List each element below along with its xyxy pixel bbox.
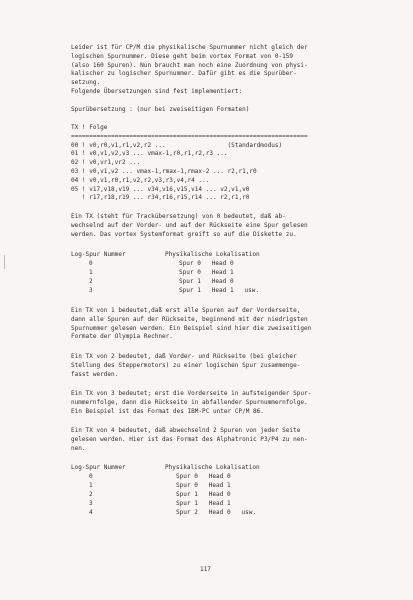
location-row-log: 0 xyxy=(89,260,93,267)
table-row: 02 ! v0,vr1,vr2 ... xyxy=(71,159,141,167)
location-row-log: 3 xyxy=(89,500,93,507)
table-rule: ================================================================= xyxy=(71,132,308,140)
location-table-header-log: Log-Spur Nummer xyxy=(71,251,126,258)
paragraph-tx1: Ein TX von 1 bedeutet,daß erst alle Spuren auf der Vorderseite, dann alle Spuren auf der Rückseite, beginnend mit der niedrigsten Spurnummer gelesen werden. Ein Beispiel sind hier die zweiseitigen Formate der Olympia Rechner. xyxy=(71,307,312,341)
location-row-phys: Spur 0 Head 1 xyxy=(179,269,234,276)
location-row-phys: Spur 1 Head 0 xyxy=(179,278,234,285)
table-row: 03 ! v0,v1,v2 ... vmax-1,rmax-1,rmax-2 ... r2,r1,r0 xyxy=(71,167,257,175)
location-row-phys: Spur 1 Head 1 usw. xyxy=(179,287,260,294)
location-row-log: 4 xyxy=(89,509,93,516)
fold-mark xyxy=(4,255,5,269)
location-row-log: 1 xyxy=(89,269,93,276)
table-row: 04 ! v0,v1,r0,r1,v2,r2,v3,r3,v4,r4 ... xyxy=(71,176,210,184)
location-table-header-phys: Physikalische Lokalisation xyxy=(165,464,260,471)
location-row-log: 0 xyxy=(89,473,93,480)
intro-paragraph: Leider ist für CP/M die physikalische Spurnummer nicht gleich der logischen Spurnummer. Diese geht beim vortex Format von 0-159 (also 160 Spuren). Nun braucht man noch eine Zuordnung von physi- kalischer zu logischer Spurnummer. Dafür gibt es die Spurüber- setzung. Folgende Übersetzungen sind fest implementiert: xyxy=(71,44,308,95)
location-row-phys: Spur 0 Head 1 xyxy=(176,482,231,489)
location-row-phys: Spur 0 Head 0 xyxy=(179,260,234,267)
page-number: 117 xyxy=(200,566,211,573)
table-row: 01 ! v0,v1,v2,v3 ... vmax-1,r0,r1,r2,r3 ... xyxy=(71,150,228,158)
location-row-log: 3 xyxy=(89,287,93,294)
table-row: 05 ! v17,v18,v19 ... v34,v16,v15,v14 ... v2,v1,v0 xyxy=(71,185,250,193)
location-row-log: 1 xyxy=(89,482,93,489)
location-row-log: 2 xyxy=(89,491,93,498)
location-row-log: 2 xyxy=(89,278,93,285)
paragraph-tx4: Ein TX von 4 bedeutet, daß abwechselnd 2 Spuren von jeder Seite gelesen werden. Hier ist das Format des Alphatronic P3/P4 zu nen- nen. xyxy=(71,427,308,452)
location-row-phys: Spur 2 Head 0 usw. xyxy=(176,509,257,516)
table-row: 00 ! v0,r0,v1,r1,v2,r2 ... (Standardmodus) xyxy=(71,141,283,149)
location-table-header-log: Log-Spur Nummer xyxy=(71,464,126,471)
paragraph-tx2: Ein TX von 2 bedeutet, daß Vorder- und Rückseite (bei gleicher Stellung des Steppermotors) zu einer logischen Spur zusammenge- fasst werden. xyxy=(71,353,301,378)
location-row-phys: Spur 1 Head 0 xyxy=(176,491,231,498)
location-table-header-phys: Physikalische Lokalisation xyxy=(165,251,260,258)
paragraph-tx3: Ein TX von 3 bedeutet; erst die Vorderseite in aufsteigender Spur- nummernfolge, dann die Rückseite in abfallender Spurnummernfolge. Ein Beispiel ist das Format des IBM-PC unter CP/M 86. xyxy=(71,390,312,415)
section-heading: Spurübersetzung : (nur bei zweiseitigen Formaten) xyxy=(71,106,250,113)
paragraph-tx0: Ein TX (steht für Trackübersetzung) von 0 bedeutet, daß ab- wechselnd auf der Vorder- und auf der Rückseite eine Spur gelesen werden. Das vortex Systemformat greift so auf die Diskette zu. xyxy=(71,213,308,238)
table-header: TX ! Folge xyxy=(71,124,108,131)
location-row-phys: Spur 0 Head 0 xyxy=(176,473,231,480)
table-row: ! r17,r18,r19 ... r34,r16,r15,r14 ... r2,r1,r0 xyxy=(71,194,250,202)
location-row-phys: Spur 1 Head 1 xyxy=(176,500,231,507)
translation-table xyxy=(71,124,308,203)
